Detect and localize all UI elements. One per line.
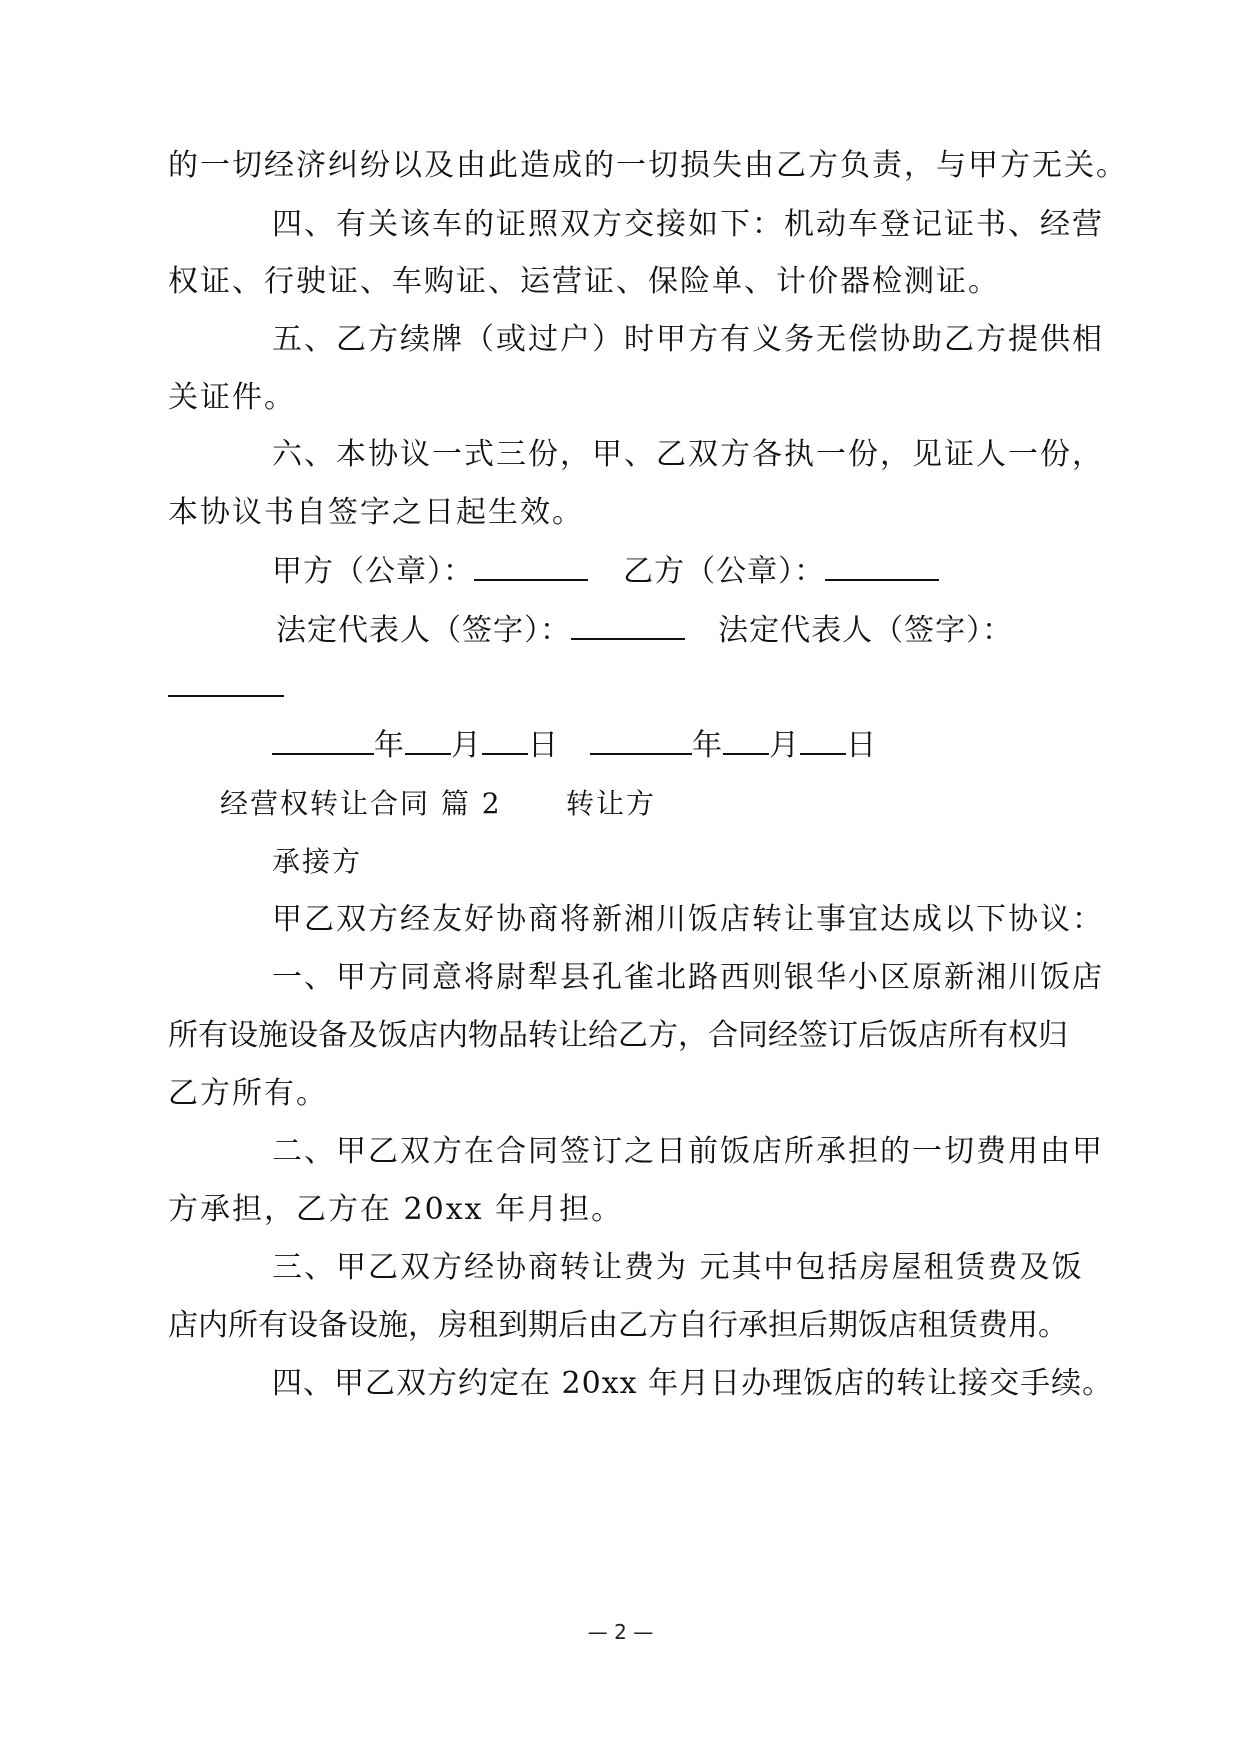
page-number: — 2 — bbox=[587, 1620, 654, 1644]
paragraph-line: 关证件。 bbox=[168, 380, 296, 415]
rep-b-label: 法定代表人（签字）： bbox=[718, 613, 1014, 648]
paragraph-line: 乙方所有。 bbox=[168, 1076, 328, 1111]
seal-signature-row bbox=[272, 552, 939, 592]
year-a-blank bbox=[272, 727, 374, 755]
day-a-blank bbox=[482, 727, 528, 755]
paragraph-line: 一、甲方同意将尉犁县孔雀北路西则银华小区原新湘川饭店 bbox=[272, 960, 1104, 995]
paragraph-line: 的一切经济纠纷以及由此造成的一切损失由乙方负责，与甲方无关。 bbox=[168, 148, 1128, 183]
paragraph-line: 店内所有设备设施，房租到期后由乙方自行承担后期饭店租赁费用。 bbox=[168, 1308, 1068, 1343]
paragraph-line: 方承担，乙方在 20xx 年月担。 bbox=[168, 1192, 624, 1227]
paragraph-line: 四、有关该车的证照双方交接如下：机动车登记证书、经营 bbox=[272, 207, 1104, 242]
month-a-label: 月 bbox=[451, 728, 482, 763]
section-title: 经营权转让合同 篇 2 bbox=[220, 787, 502, 820]
paragraph-line: 四、甲乙双方约定在 20xx 年月日办理饭店的转让接交手续。 bbox=[272, 1366, 1114, 1401]
month-b-blank bbox=[723, 727, 769, 755]
day-a-label: 日 bbox=[528, 728, 559, 763]
rep-a-blank bbox=[571, 612, 685, 640]
year-b-blank bbox=[590, 727, 692, 755]
year-a-label: 年 bbox=[374, 728, 405, 763]
paragraph-line: 所有设施设备及饭店内物品转让给乙方，合同经签订后饭店所有权归 bbox=[168, 1018, 1068, 1053]
party-a-seal-blank bbox=[474, 553, 588, 581]
paragraph-line: 权证、行驶证、车购证、运营证、保险单、计价器检测证。 bbox=[168, 264, 1000, 299]
paragraph-line: 二、甲乙双方在合同签订之日前饭店所承担的一切费用由甲 bbox=[272, 1134, 1104, 1169]
party-a-seal-label: 甲方（公章）： bbox=[272, 554, 474, 589]
year-b-label: 年 bbox=[692, 728, 724, 763]
day-b-label: 日 bbox=[846, 728, 878, 763]
paragraph-line: 甲乙双方经友好协商将新湘川饭店转让事宜达成以下协议： bbox=[272, 902, 1104, 937]
date-row bbox=[272, 726, 877, 766]
rep-a-label: 法定代表人（签字）： bbox=[276, 613, 571, 648]
day-b-blank bbox=[800, 727, 846, 755]
paragraph-line: 五、乙方续牌（或过户）时甲方有义务无偿协助乙方提供相 bbox=[272, 322, 1104, 357]
party-b-seal-label: 乙方（公章）： bbox=[623, 554, 826, 589]
paragraph-line: 三、甲乙双方经协商转让费为 元其中包括房屋租赁费及饭 bbox=[272, 1250, 1084, 1285]
paragraph-line: 六、本协议一式三份，甲、乙双方各执一份，见证人一份， bbox=[272, 437, 1104, 472]
month-b-label: 月 bbox=[769, 728, 801, 763]
party-b-seal-blank bbox=[825, 553, 939, 581]
rep-b-blank bbox=[168, 669, 284, 697]
paragraph-line: 本协议书自签字之日起生效。 bbox=[168, 495, 584, 530]
representative-signature-row bbox=[276, 611, 1013, 651]
rep-b-blank-row bbox=[168, 668, 284, 708]
month-a-blank bbox=[405, 727, 451, 755]
transferee-label: 承接方 bbox=[272, 845, 363, 878]
transferor-label: 转让方 bbox=[566, 787, 657, 820]
